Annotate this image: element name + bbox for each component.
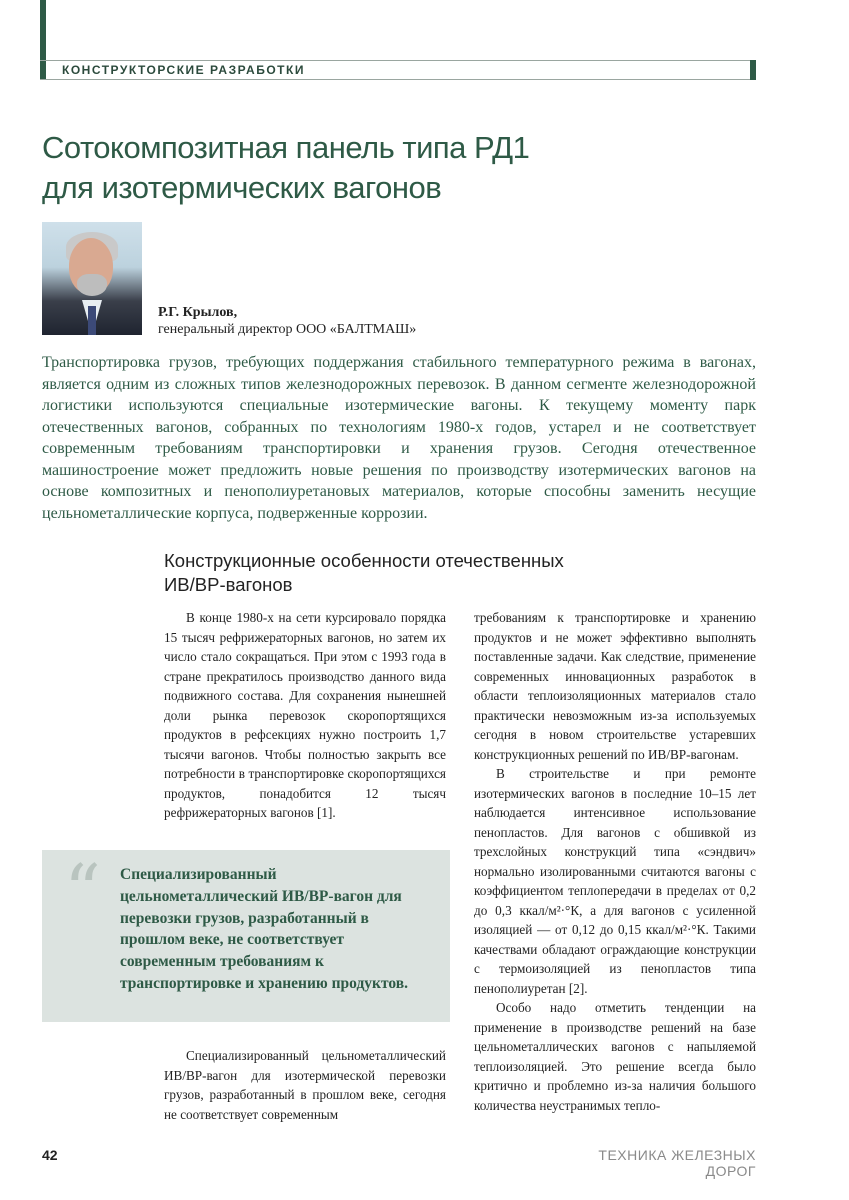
body-paragraph: В конце 1980-х на сети курсировало порядка 15 тысяч рефрижераторных вагонов, но затем их число стало сокращаться. При этом с 1993 года в стране прекратилось производство данного вида подвижного состава. Для сохранения нынешней доли рынка перевозок скоропортящихся продуктов в рефсекциях нужно построить 1,7 тысячи вагонов. Чтобы полностью закрыть все потребности в транспортировке скоропортящихся продуктов, понадобится 12 тысяч рефрижераторных вагонов [1]. <box>164 610 446 820</box>
lead-paragraph: Транспортировка грузов, требующих поддержания стабильного температурного режима в вагонах, является одним из сложных типов железнодорожных перевозок. В данном сегменте железнодорожной логистики используются специальные изотермические вагоны. К текущему моменту парк отечественных вагонов, собранных по технологиям 1980-х годов, устарел и не соответствует современным требованиям транспортировки и хранения грузов. Сегодня отечественное машиностроение может предложить новые решения по производству изотермических вагонов на основе композитных и пенополиуретановых материалов, которые способны заменить несущие цельнометаллические корпуса, подверженные коррозии. <box>42 354 756 522</box>
title-line-1: Сотокомпозитная панель типа РД1 <box>42 130 530 165</box>
title-line-2: для изотермических вагонов <box>42 170 442 205</box>
section-label: КОНСТРУКТОРСКИЕ РАЗРАБОТКИ <box>62 63 305 77</box>
column-2 <box>474 608 756 1115</box>
author-photo <box>42 222 142 335</box>
subhead-line-2: ИВ/ВР-вагонов <box>164 574 293 595</box>
body-paragraph: Особо надо отметить тенденции на применение в производстве решений на базе цельнометаллических вагонов с напыляемой теплоизоляцией. Это решение всегда было критично и проблемно из-за наличия большого количества неустранимых тепло- <box>474 1000 756 1113</box>
author-name: Р.Г. Крылов, <box>158 305 238 320</box>
photo-tie <box>88 306 96 335</box>
author-role: генеральный директор ООО «БАЛТМАШ» <box>158 322 417 337</box>
column-1-bottom <box>164 1046 446 1124</box>
body-paragraph: Специализированный цельнометаллический ИВ/ВР-вагон для изотермической перевозки грузов, разработанный в прошлом веке, сегодня не соответствует современным <box>164 1048 446 1122</box>
page-number: 42 <box>42 1147 58 1163</box>
subhead-line-1: Конструкционные особенности отечественных <box>164 550 564 571</box>
quote-mark-icon: “ <box>64 849 101 933</box>
header-accent-end <box>750 60 756 80</box>
body-paragraph: требованиям к транспортировке и хранению продуктов и не может эффективно выполнять поставленные задачи. Как следствие, применение современных инновационных разработок в области теплоизоляционных материалов стало практически невозможным из-за используемых сегодня в новом строительстве устаревших конструкционных решений по ИВ/ВР-вагонам. <box>474 610 756 762</box>
column-1-top <box>164 608 446 823</box>
pull-quote-text: Специализированный цельнометаллический ИВ/ВР-вагон для перевозки грузов, разработанный в прошлом веке, не соответствует современным требованиям к транспортировке и хранению продуктов. <box>120 866 408 992</box>
photo-beard <box>77 274 107 296</box>
section-subhead <box>164 549 604 597</box>
article-title <box>42 128 762 208</box>
journal-name: ТЕХНИКА ЖЕЛЕЗНЫХ ДОРОГ <box>598 1147 756 1179</box>
body-paragraph: В строительстве и при ремонте изотермических вагонов в последние 10–15 лет наблюдается интенсивное использование пенопластов. Для вагонов с обшивкой из трехслойных конструкций типа «сэндвич» нормально изолированными считаются вагоны с коэффициентом теплопередачи в пределах от 0,2 до 0,3 ккал/м²·°К, а для вагонов с усиленной изоляцией — от 0,12 до 0,15 ккал/м²·°К. Такими качествами обладают ограждающие конструкции с термоизоляцией из пенопластов типа пенополиуретан [2]. <box>474 766 756 996</box>
